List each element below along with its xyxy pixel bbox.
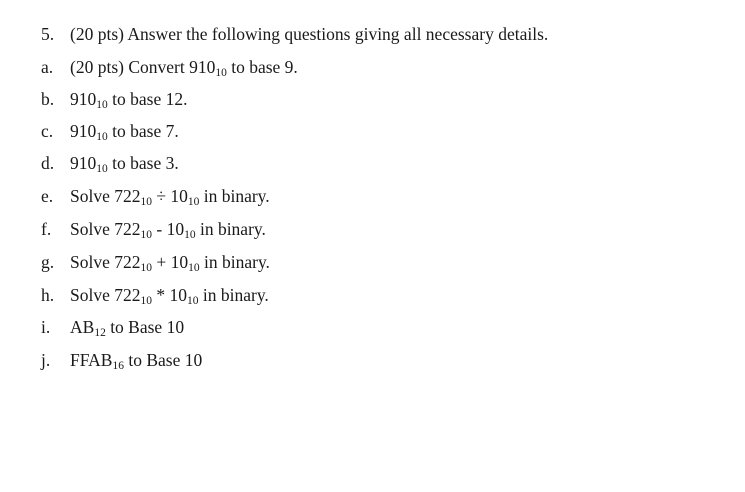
- text-run: AB: [70, 317, 95, 337]
- text-run: Solve 722: [70, 219, 141, 239]
- item-label: g.: [41, 252, 55, 272]
- text-run: to Base 10: [105, 317, 185, 337]
- text-run: * 10: [152, 285, 187, 305]
- question-number: 5.: [41, 24, 55, 44]
- item-text: [70, 348, 202, 372]
- item-label: j.: [41, 350, 51, 370]
- subscript: 10: [140, 295, 152, 307]
- text-run: to base 9.: [226, 57, 298, 77]
- item-text: [70, 55, 298, 79]
- subscript: 10: [215, 67, 227, 79]
- item-text: [70, 87, 187, 111]
- item-text: [70, 315, 184, 339]
- subscript: 10: [96, 131, 108, 143]
- text-run: to base 3.: [107, 153, 179, 173]
- text-run: Solve 722: [70, 186, 141, 206]
- text-run: 910: [70, 89, 97, 109]
- item-text: [70, 151, 179, 175]
- item-label: c.: [41, 121, 54, 141]
- text-run: to Base 10: [123, 350, 203, 370]
- item-text: [70, 119, 179, 143]
- subscript: 10: [140, 262, 152, 274]
- item-label: i.: [41, 317, 51, 337]
- subscript: 10: [140, 229, 152, 241]
- item-text: [70, 250, 270, 274]
- text-run: ÷ 10: [152, 186, 188, 206]
- text-run: + 10: [152, 252, 189, 272]
- item-label: d.: [41, 153, 55, 173]
- text-run: - 10: [152, 219, 185, 239]
- item-label: e.: [41, 186, 54, 206]
- subscript: 10: [184, 229, 196, 241]
- text-run: in binary.: [199, 252, 270, 272]
- text-run: in binary.: [198, 285, 269, 305]
- subscript: 16: [112, 360, 124, 372]
- text-run: Solve 722: [70, 252, 141, 272]
- item-label: a.: [41, 57, 54, 77]
- text-run: in binary.: [195, 219, 266, 239]
- text-run: (20 pts) Convert 910: [70, 57, 216, 77]
- item-text: [70, 283, 269, 307]
- text-run: FFAB: [70, 350, 113, 370]
- item-label: h.: [41, 285, 55, 305]
- subscript: 10: [187, 196, 200, 208]
- text-run: 910: [70, 121, 97, 141]
- item-label: b.: [41, 89, 55, 109]
- item-text: [70, 217, 266, 241]
- subscript: 10: [188, 262, 200, 274]
- text-run: to base 12.: [107, 89, 188, 109]
- text-run: Solve 722: [70, 285, 141, 305]
- subscript: 10: [187, 295, 199, 307]
- item-text: [70, 184, 270, 208]
- text-run: to base 7.: [107, 121, 179, 141]
- text-run: in binary.: [199, 186, 270, 206]
- question-text: (20 pts) Answer the following questions giving all necessary details.: [70, 24, 549, 44]
- subscript: 10: [96, 163, 108, 175]
- subscript: 10: [96, 99, 108, 111]
- text-run: 910: [70, 153, 97, 173]
- subscript: 10: [140, 196, 152, 208]
- item-label: f.: [41, 219, 52, 239]
- subscript: 12: [94, 327, 106, 339]
